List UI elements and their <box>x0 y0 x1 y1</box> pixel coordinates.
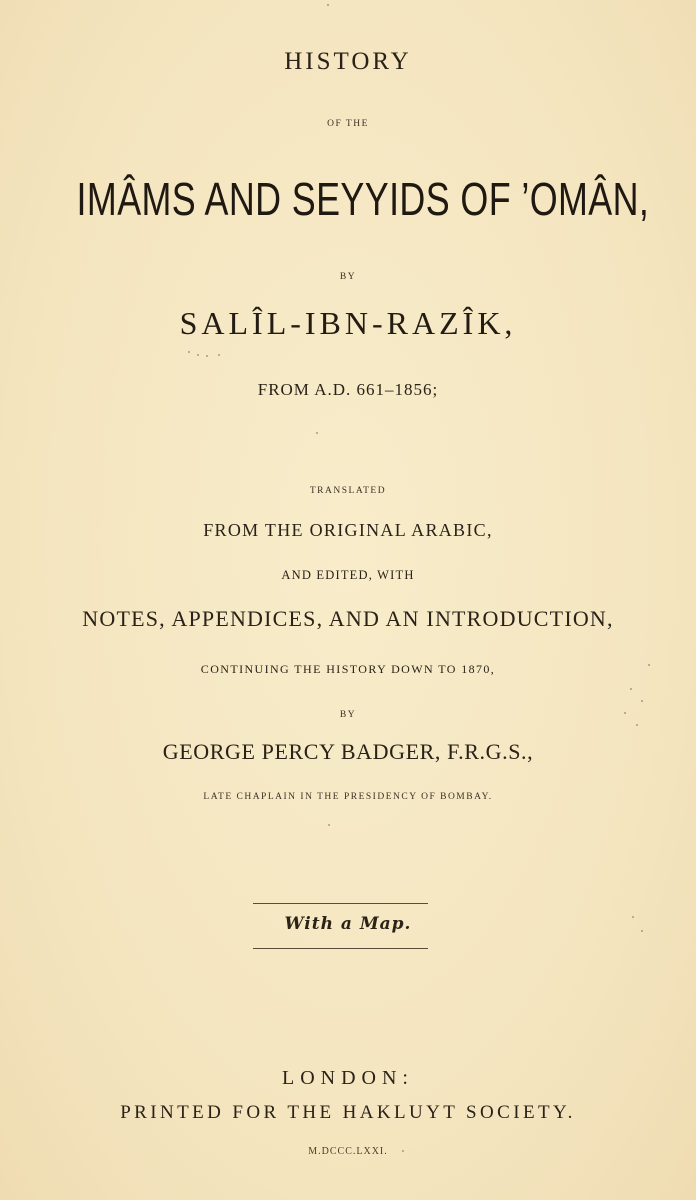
paper-speck <box>636 724 638 726</box>
edited-line: AND EDITED, WITH <box>281 568 415 582</box>
from-original-line: FROM THE ORIGINAL ARABIC, <box>203 520 493 540</box>
paper-speck <box>218 354 220 356</box>
paper-speck <box>327 4 329 6</box>
paper-speck <box>188 351 190 353</box>
paper-speck <box>641 700 643 702</box>
map-note: With a Map. <box>284 914 412 934</box>
author-name: SALÎL-IBN-RAZÎK, <box>179 305 517 341</box>
main-title: IMÂMS AND SEYYIDS OF ’OMÂN, <box>76 173 650 225</box>
translator-position: LATE CHAPLAIN IN THE PRESIDENCY OF BOMBAY. <box>203 792 493 802</box>
publication-date: M.DCCC.LXXI. <box>308 1146 388 1157</box>
place-of-publication: LONDON: <box>282 1067 414 1089</box>
of-the-line: OF THE <box>327 119 369 129</box>
heading-history: HISTORY <box>284 48 412 75</box>
by-line-author: BY <box>339 272 357 282</box>
by-line-translator: BY <box>339 710 357 720</box>
divider-bottom <box>253 948 428 949</box>
paper-speck <box>316 432 318 434</box>
date-range: FROM A.D. 661–1856; <box>257 380 439 399</box>
paper-speck <box>641 930 643 932</box>
paper-speck <box>624 712 626 714</box>
paper-speck <box>630 688 632 690</box>
paper-speck <box>648 664 650 666</box>
publisher-line: PRINTED FOR THE HAKLUYT SOCIETY. <box>120 1102 576 1123</box>
notes-line: NOTES, APPENDICES, AND AN INTRODUCTION, <box>82 606 614 631</box>
paper-speck <box>206 355 208 357</box>
continuing-line: CONTINUING THE HISTORY DOWN TO 1870, <box>200 662 496 676</box>
paper-speck <box>197 354 199 356</box>
paper-speck <box>402 1150 404 1152</box>
translated-line: TRANSLATED <box>309 486 387 496</box>
paper-speck <box>328 824 330 826</box>
divider-top <box>253 903 428 904</box>
translator-name: GEORGE PERCY BADGER, F.R.G.S., <box>162 739 534 764</box>
paper-speck <box>632 916 634 918</box>
